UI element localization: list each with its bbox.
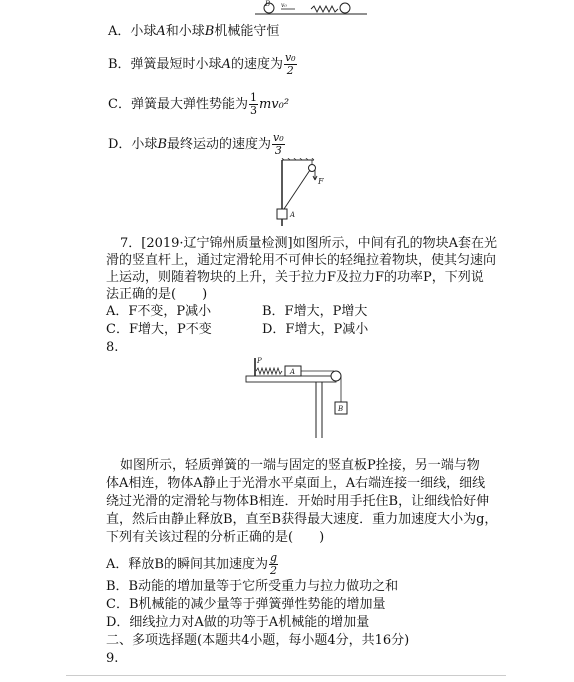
fig-label-f: F: [318, 177, 324, 186]
text: 机械能守恒: [214, 24, 280, 39]
q8-line-3: 绕过光滑的定滑轮与物体B相连．开始时用手托住B，让细线恰好伸: [106, 494, 490, 509]
q8-line-1: 如图所示，轻质弹簧的一端与固定的竖直板P拴接，另一端与物: [120, 458, 480, 473]
spring: [311, 6, 338, 12]
q8-figure: [244, 356, 356, 440]
q8-line-2: 体A相连，物体A静止于光滑水平桌面上，A右端连接一细线，细线: [106, 476, 486, 491]
page-bottom-rule: [66, 675, 506, 676]
fig-label-a: A: [290, 211, 296, 219]
var: B: [157, 137, 167, 152]
pulley: [331, 371, 341, 381]
q6-option-a: [108, 24, 279, 40]
block-a: [277, 209, 287, 219]
q8-line-4: 直，然后由静止释放B，直至B获得最大速度．重力加速度大小为g，: [106, 512, 498, 527]
ball-a: [340, 3, 350, 13]
q6-option-d: [108, 132, 286, 157]
q7-option-b: B．F增大，P增大: [262, 304, 368, 319]
fraction: $\frac{\text{v₀}}{3}$: [273, 131, 284, 157]
fraction: $\frac{g}{2}$: [269, 551, 277, 577]
q9-number: 9.: [106, 651, 119, 666]
fig-label-b: B: [265, 0, 271, 8]
fig-label-v0: v₀: [281, 2, 287, 9]
q8-line-5: 下列有关该过程的分析正确的是( ): [106, 530, 325, 545]
var: A: [221, 57, 231, 72]
q6-figure: [255, 0, 375, 18]
q7-option-a: A．F不变，P减小: [106, 304, 212, 319]
text: C．弹簧最大弹性势能为: [108, 97, 248, 112]
q7-option-c: C．F增大，P不变: [106, 322, 212, 337]
q6-option-c: [108, 92, 289, 117]
table-top: [246, 376, 336, 382]
fig-label-a: A: [290, 368, 296, 376]
fraction: $\frac{1}{3}$: [249, 91, 257, 117]
q8-option-c: C．B机械能的减少量等于弹簧弹性势能的增加量: [106, 597, 386, 612]
var: A: [156, 24, 166, 39]
text: 和小球: [165, 24, 205, 39]
q8-option-a: [106, 552, 279, 577]
fig-label-p: P: [257, 357, 262, 365]
q8-option-b: B．B动能的增加量等于它所受重力与拉力做功之和: [106, 579, 399, 594]
text: 的速度为: [230, 57, 283, 72]
text: A．小球: [108, 24, 157, 39]
q7-line-2: 滑的竖直杆上，通过定滑轮用不可伸长的轻绳拉着物块，使其匀速向: [106, 253, 497, 268]
q7-line-1: 7．[2019·辽宁锦州质量检测]如图所示，中间有孔的物块A套在光: [120, 236, 498, 251]
text: D．小球: [108, 137, 158, 152]
q7-line-3: 上运动，则随着物块的上升，关于拉力F及拉力F的功率P，下列说: [106, 270, 484, 285]
text: 最终运动的速度为: [167, 137, 272, 152]
q7-line-4: 法正确的是( ): [106, 287, 208, 302]
var: B: [204, 24, 215, 39]
text: A．释放B的瞬间其加速度为: [106, 557, 268, 572]
fraction: $\frac{\text{v₀}}{2}$: [284, 51, 296, 77]
spring: [256, 368, 282, 374]
q7-figure: [268, 158, 338, 228]
q6-option-b: [108, 52, 298, 77]
q8-option-d: D．细线拉力对A做的功等于A机械能的增加量: [106, 615, 370, 630]
section-2-heading: 二、多项选择题(本题共4小题，每小题4分，共16分): [106, 633, 410, 648]
q7-option-d: D．F增大，P减小: [262, 322, 369, 337]
rope: [284, 170, 310, 209]
fig-label-b: B: [338, 405, 344, 413]
expr: mv₀²: [258, 97, 290, 112]
q8-number: 8.: [106, 340, 119, 355]
text: B．弹簧最短时小球: [108, 57, 222, 72]
